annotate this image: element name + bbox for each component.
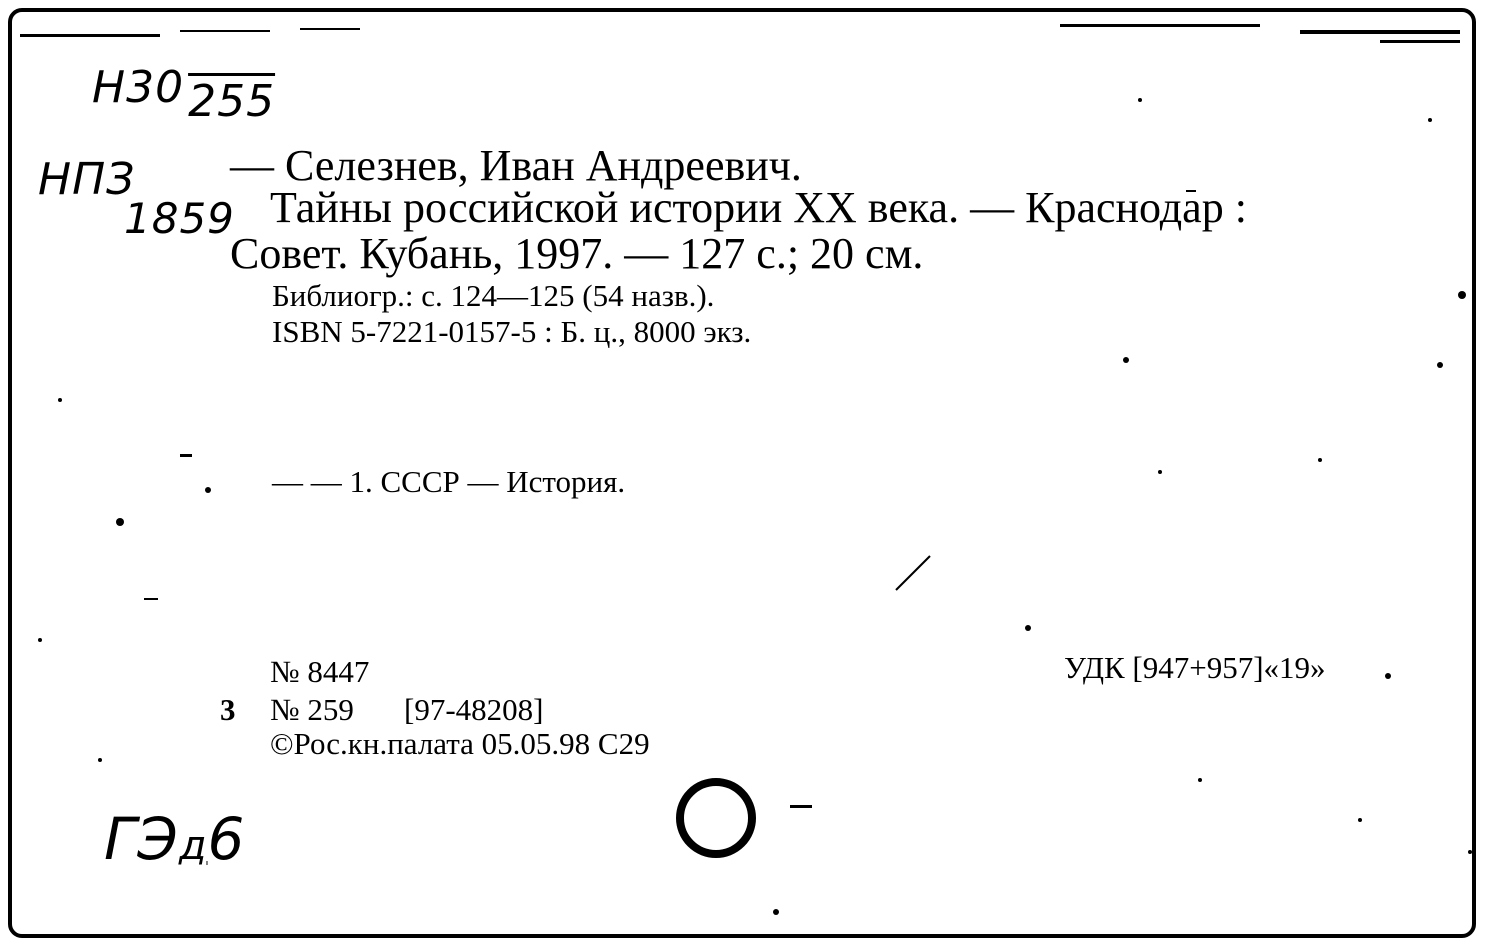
- record-number: № 8447: [270, 654, 370, 689]
- handwritten-call-letters: НПЗ: [38, 154, 136, 205]
- card-punch-hole: [676, 778, 756, 858]
- handwritten-bottom-mark: ГЭд6: [104, 805, 246, 873]
- copy-count: 3: [220, 692, 236, 727]
- author-heading: — Селезнев, Иван Андреевич.: [230, 141, 802, 190]
- ledger-number: [97-48208]: [404, 692, 544, 727]
- handwritten-call-number: 1859: [124, 194, 235, 243]
- record-number-2: № 259: [270, 692, 354, 727]
- chamber-line: ©Рос.кн.палата 05.05.98 С29: [270, 726, 650, 761]
- udc-code: УДК [947+957]«19»: [1064, 650, 1326, 685]
- title-line: Тайны российской истории XX века. — Краснодар :: [270, 183, 1247, 232]
- imprint-line: Совет. Кубань, 1997. — 127 с.; 20 см.: [230, 229, 924, 278]
- handwritten-shelf-mark: Н30255: [92, 62, 276, 127]
- subject-heading: — — 1. СССР — История.: [272, 464, 626, 499]
- bibliography-note: Библиогр.: с. 124—125 (54 назв.).: [272, 278, 715, 313]
- isbn-line: ISBN 5-7221-0157-5 : Б. ц., 8000 экз.: [272, 314, 752, 349]
